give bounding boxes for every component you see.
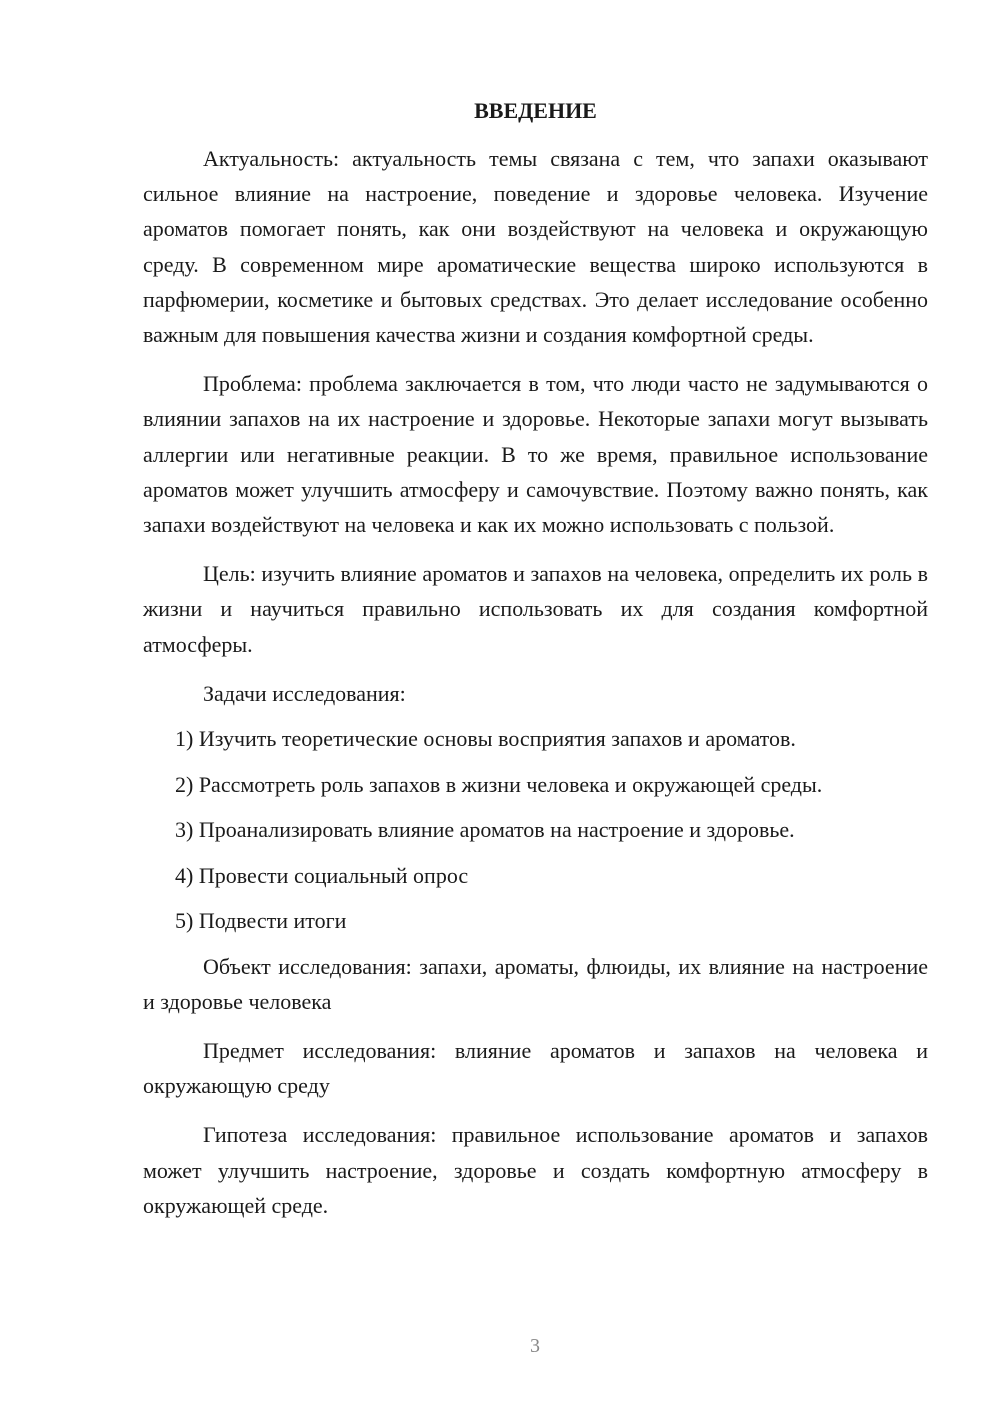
hypothesis-paragraph: Гипотеза исследования: правильное использование ароматов и запахов может улучшить настроение, здоровье и создать комфортную атмосферу в окружающей среде. xyxy=(143,1122,928,1218)
tasks-heading: Задачи исследования: xyxy=(203,680,406,706)
subject-paragraph: Предмет исследования: влияние ароматов и запахов на человека и окружающую среду xyxy=(143,1037,928,1099)
task-item: 4) Провести социальный опрос xyxy=(175,862,469,888)
problem-paragraph: Проблема: проблема заключается в том, что люди часто не задумываются о влиянии запахов на их настроение и здоровье. Некоторые запахи могут вызывать аллергии или негативные реакции. В то же время, правильное использование ароматов может улучшить атмосферу и самочувствие. Поэтому важно понять, как запахи воздействуют на человека и как их можно использовать с пользой. xyxy=(143,371,928,538)
task-item: 1) Изучить теоретические основы восприятия запахов и ароматов. xyxy=(175,726,796,752)
task-list xyxy=(143,721,928,938)
relevance-paragraph: Актуальность: актуальность темы связана с тем, что запахи оказывают сильное влияние на настроение, поведение и здоровье человека. Изучение ароматов помогает понять, как они воздействуют на человека и окружающую среду. В современном мире ароматические вещества широко используются в парфюмерии, косметике и бытовых средствах. Это делает исследование особенно важным для повышения качества жизни и создания комфортной среды. xyxy=(143,146,928,348)
task-item: 3) Проанализировать влияние ароматов на настроение и здоровье. xyxy=(175,817,795,843)
page-title: ВВЕДЕНИЕ xyxy=(474,98,597,123)
page-content xyxy=(143,95,928,1237)
goal-paragraph: Цель: изучить влияние ароматов и запахов на человека, определить их роль в жизни и научиться правильно использовать их для создания комфортной атмосферы. xyxy=(143,561,928,657)
task-item: 2) Рассмотреть роль запахов в жизни человека и окружающей среды. xyxy=(175,771,823,797)
page-number: 3 xyxy=(530,1335,540,1357)
object-paragraph: Объект исследования: запахи, ароматы, флюиды, их влияние на настроение и здоровье человека xyxy=(143,953,928,1014)
task-item: 5) Подвести итоги xyxy=(175,908,347,934)
